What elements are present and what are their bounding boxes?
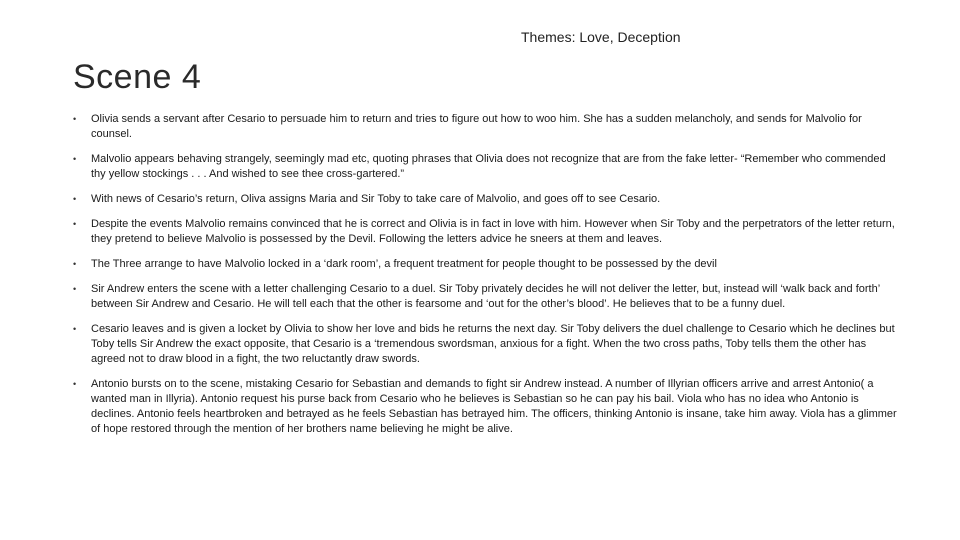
- bullet-list: [73, 112, 901, 437]
- bullet-item: [73, 377, 901, 437]
- bullet-text: Despite the events Malvolio remains convinced that he is correct and Olivia is in fact in love with him. However when Sir Toby and the perpetrators of the letter return, they pretend to believe Malvolio is possessed by the Devil. Following the letters advice he sneers at them and leaves.: [91, 218, 895, 245]
- bullet-item: [73, 282, 901, 312]
- bullet-marker: •: [73, 219, 77, 229]
- slide-title: Scene 4: [73, 58, 202, 96]
- bullet-item: [73, 257, 901, 272]
- bullet-text: Cesario leaves and is given a locket by Olivia to show her love and bids he returns the next day. Sir Toby delivers the duel challenge to Cesario which he declines but Toby tells Sir Andrew the exact opposite, that Cesario is a ‘tremendous swordsman, anxious for a fight. When the two cross paths, Toby tells them the other has agreed not to draw blood in a fight, the two reluctantly draw swords.: [91, 323, 895, 365]
- bullet-text: With news of Cesario’s return, Oliva assigns Maria and Sir Toby to take care of Malvolio, and goes off to see Cesario.: [91, 193, 661, 205]
- bullet-marker: •: [73, 324, 77, 334]
- bullet-marker: •: [73, 154, 77, 164]
- bullet-item: [73, 217, 901, 247]
- bullet-item: [73, 112, 901, 142]
- bullet-text: Malvolio appears behaving strangely, seemingly mad etc, quoting phrases that Olivia does not recognize that are from the fake letter- “Remember who commended thy yellow stockings . . . And wished to see thee cross-gartered.”: [91, 153, 886, 180]
- bullet-item: [73, 152, 901, 182]
- bullet-text: Sir Andrew enters the scene with a letter challenging Cesario to a duel. Sir Toby privately decides he will not deliver the letter, but, instead will ‘walk back and forth’ between Sir Andrew and Cesario. He will tell each that the other is fearsome and ‘out for the other’s blood’. He believes that to be a funny duel.: [91, 283, 880, 310]
- bullet-marker: •: [73, 259, 77, 269]
- themes-heading: Themes: Love, Deception: [521, 29, 681, 45]
- bullet-marker: •: [73, 194, 77, 204]
- bullet-text: Antonio bursts on to the scene, mistaking Cesario for Sebastian and demands to fight sir Andrew instead. A number of Illyrian officers arrive and arrest Antonio( a wanted man in Illyria). Antonio request his purse back from Cesario who he believes is Sebastian so he can pay his bail. Viola who has no idea who Antonio is declines. Antonio feels heartbroken and betrayed as he feels Sebastian has betrayed him. The officers, thinking Antonio is insane, take him away. Viola has a glimmer of hope restored through the mention of her brothers name believing he might be alive.: [91, 378, 897, 435]
- bullet-marker: •: [73, 114, 77, 124]
- bullet-item: [73, 192, 901, 207]
- bullet-text: The Three arrange to have Malvolio locked in a ‘dark room’, a frequent treatment for people thought to be possessed by the devil: [91, 258, 717, 270]
- bullet-marker: •: [73, 379, 77, 389]
- bullet-marker: •: [73, 284, 77, 294]
- bullet-item: [73, 322, 901, 367]
- bullet-text: Olivia sends a servant after Cesario to persuade him to return and tries to figure out how to woo him. She has a sudden melancholy, and sends for Malvolio for counsel.: [91, 113, 862, 140]
